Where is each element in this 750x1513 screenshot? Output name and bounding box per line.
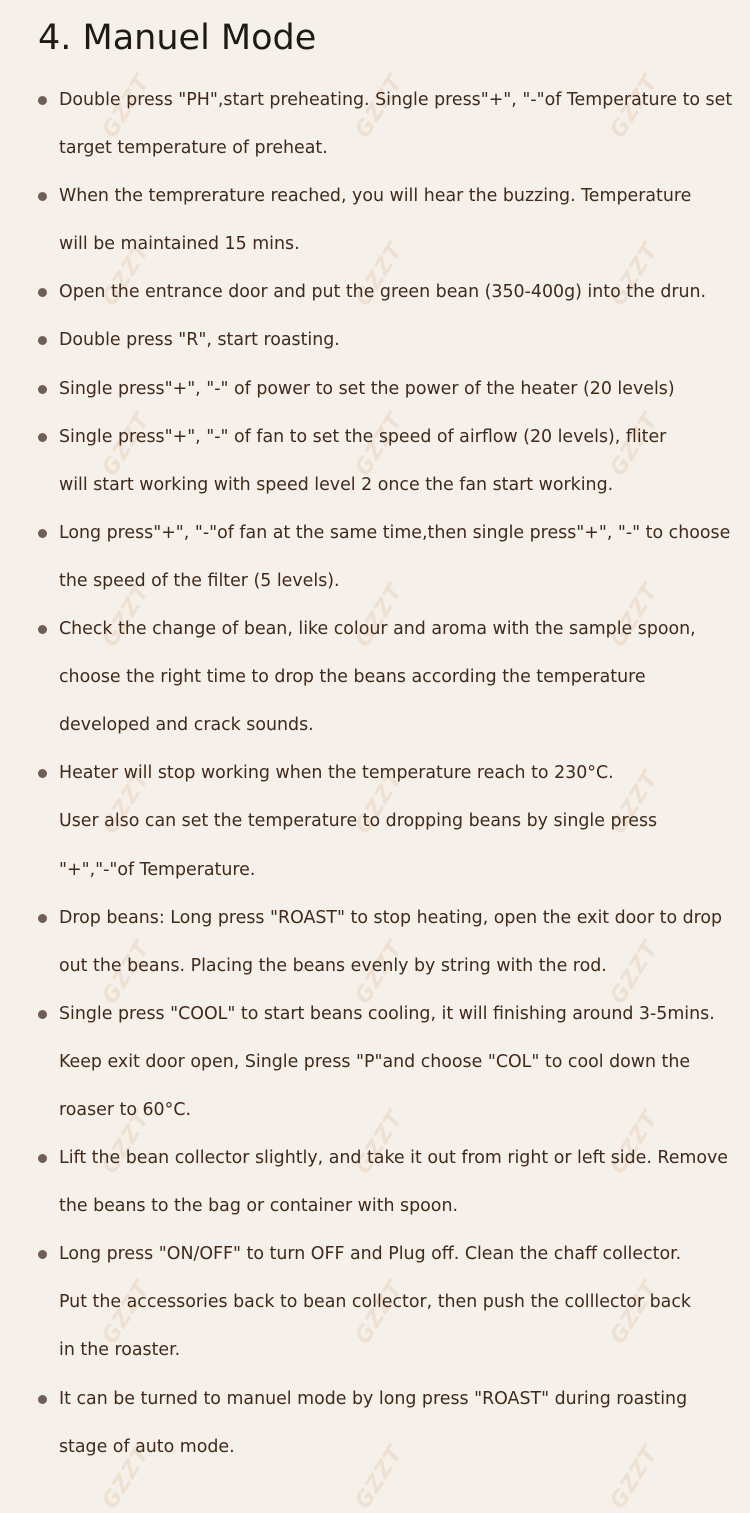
- watermark: GZZT: [350, 70, 409, 143]
- watermark: GZZT: [605, 1106, 664, 1179]
- bullet-icon: [38, 336, 47, 345]
- list-item: [38, 509, 738, 605]
- list-item: [38, 990, 738, 1134]
- watermark: GZZT: [97, 1441, 156, 1513]
- instruction-text-line: Single press"+", "-" of fan to set the speed of airflow (20 levels), fliter: [59, 426, 667, 447]
- watermark: GZZT: [605, 1441, 664, 1513]
- bullet-icon: [38, 385, 47, 394]
- list-item: [38, 1230, 738, 1374]
- watermark: GZZT: [97, 766, 156, 839]
- watermark: GZZT: [350, 1441, 409, 1513]
- instruction-text-line: Double press "R", start roasting.: [59, 330, 340, 351]
- list-item: [38, 749, 738, 893]
- list-item: [38, 413, 738, 509]
- watermark: GZZT: [97, 936, 156, 1009]
- instruction-text-line: the beans to the bag or container with spoon.: [59, 1196, 458, 1217]
- list-item: [38, 605, 738, 749]
- instruction-text-line: out the beans. Placing the beans evenly by string with the rod.: [59, 955, 607, 976]
- list-item: [38, 316, 738, 364]
- watermark: GZZT: [350, 766, 409, 839]
- instruction-text-line: in the roaster.: [59, 1340, 181, 1361]
- instruction-text-line: Check the change of bean, like colour and aroma with the sample spoon,: [59, 619, 696, 640]
- instruction-text-line: will be maintained 15 mins.: [59, 234, 300, 255]
- list-item: [38, 172, 738, 268]
- watermark: GZZT: [97, 238, 156, 311]
- bullet-icon: [38, 433, 47, 442]
- instruction-text-line: Long press "ON/OFF" to turn OFF and Plug off. Clean the chaff collector.: [59, 1244, 682, 1265]
- watermark: GZZT: [350, 579, 409, 652]
- bullet-icon: [38, 529, 47, 538]
- watermark: GZZT: [97, 1106, 156, 1179]
- watermark: GZZT: [350, 238, 409, 311]
- instruction-text-line: Keep exit door open, Single press "P"and choose "COL" to cool down the: [59, 1051, 691, 1072]
- instruction-text-line: roaser to 60°C.: [59, 1099, 191, 1120]
- instruction-list: [38, 76, 738, 1471]
- watermark: GZZT: [97, 408, 156, 481]
- bullet-icon: [38, 1010, 47, 1019]
- watermark: GZZT: [605, 936, 664, 1009]
- watermark: GZZT: [605, 766, 664, 839]
- instruction-text-line: Double press "PH",start preheating. Single press"+", "-"of Temperature to set: [59, 90, 733, 110]
- instruction-text-line: "+","-"of Temperature.: [59, 859, 256, 880]
- instruction-text-line: Heater will stop working when the temperature reach to 230°C.: [59, 763, 614, 784]
- watermark: GZZT: [605, 238, 664, 311]
- watermark: GZZT: [97, 1276, 156, 1349]
- bullet-icon: [38, 1154, 47, 1163]
- instruction-text-line: It can be turned to manuel mode by long press "ROAST" during roasting: [59, 1388, 688, 1409]
- instruction-text-line: will start working with speed level 2 once the fan start working.: [59, 474, 614, 495]
- instruction-text-line: Single press"+", "-" of power to set the power of the heater (20 levels): [59, 378, 675, 399]
- bullet-icon: [38, 625, 47, 634]
- watermark: GZZT: [605, 70, 664, 143]
- watermark: GZZT: [97, 579, 156, 652]
- instruction-text-line: Lift the bean collector slightly, and take it out from right or left side. Remove: [59, 1148, 728, 1169]
- watermark: GZZT: [350, 1106, 409, 1179]
- instruction-text-line: Single press "COOL" to start beans cooling, it will finishing around 3-5mins.: [59, 1003, 715, 1024]
- instruction-text-line: User also can set the temperature to dropping beans by single press: [59, 811, 658, 832]
- instruction-text-line: Put the accessories back to bean collector, then push the colllector back: [59, 1292, 691, 1313]
- watermark: GZZT: [350, 1276, 409, 1349]
- instruction-text-line: When the tempreraturе reached, you will hear the buzzing. Temperature: [59, 186, 692, 207]
- list-item: [38, 268, 738, 316]
- list-item: [38, 76, 738, 172]
- page-title: 4. Manuel Mode: [38, 18, 317, 58]
- watermark: GZZT: [605, 579, 664, 652]
- list-item: [38, 1375, 738, 1471]
- bullet-icon: [38, 288, 47, 297]
- watermark: GZZT: [605, 408, 664, 481]
- bullet-icon: [38, 192, 47, 201]
- instruction-text-line: Long press"+", "-"of fan at the same time,then single press"+", "-" to choose: [59, 522, 731, 543]
- instruction-text-line: developed and crack sounds.: [59, 715, 314, 736]
- watermark: GZZT: [350, 408, 409, 481]
- instruction-text-line: stage of auto mode.: [59, 1436, 235, 1457]
- list-item: [38, 894, 738, 990]
- instruction-text-line: Drop beans: Long press "ROAST" to stop heating, open the exit door to drop: [59, 907, 723, 928]
- instruction-text-line: target temperature of preheat.: [59, 138, 328, 159]
- instruction-text-line: the speed of the filter (5 levels).: [59, 570, 340, 591]
- bullet-icon: [38, 1395, 47, 1404]
- instruction-text-line: Open the entrance door and put the green bean (350-400g) into the drun.: [59, 282, 707, 303]
- watermark: GZZT: [605, 1276, 664, 1349]
- bullet-icon: [38, 914, 47, 923]
- watermark: GZZT: [97, 70, 156, 143]
- bullet-icon: [38, 96, 47, 105]
- bullet-icon: [38, 769, 47, 778]
- instruction-text-line: choose the right time to drop the beans according the temperature: [59, 667, 646, 688]
- bullet-icon: [38, 1250, 47, 1259]
- watermark: GZZT: [350, 936, 409, 1009]
- list-item: [38, 365, 738, 413]
- list-item: [38, 1134, 738, 1230]
